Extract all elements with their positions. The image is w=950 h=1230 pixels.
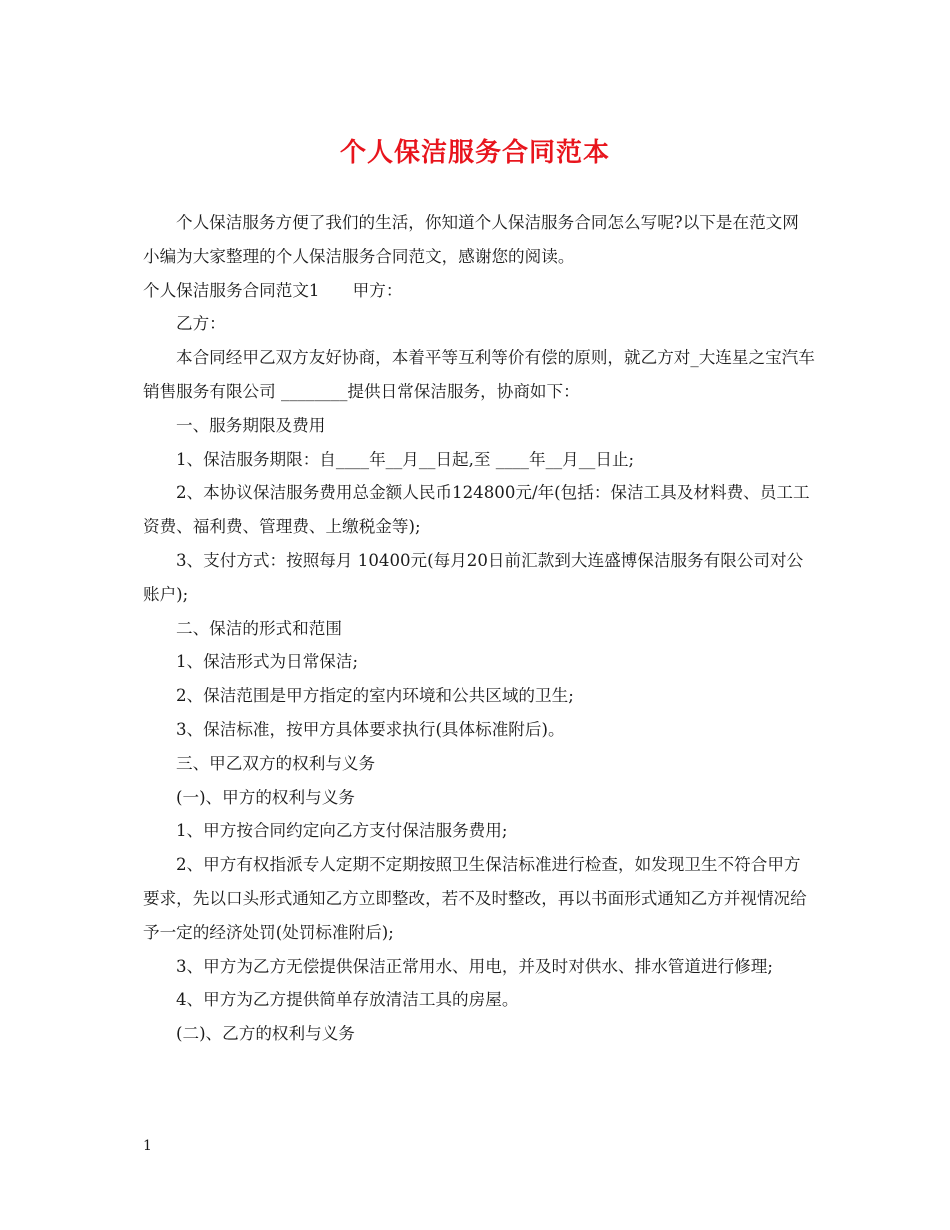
- paragraph: 2、甲方有权指派专人定期不定期按照卫生保洁标准进行检查，如发现卫生不符合甲方要求，先以口头形式通知乙方立即整改，若不及时整改，再以书面形式通知乙方并视情况给予一定的经济处罚(处罚标准附后);: [143, 855, 807, 942]
- paragraph: 本合同经甲乙双方友好协商，本着平等互利等价有偿的原则，就乙方对_大连星之宝汽车销售服务有限公司 ________提供日常保洁服务，协商如下：: [143, 348, 815, 401]
- page-number: 1: [143, 1138, 152, 1154]
- paragraph: 4、甲方为乙方提供简单存放清洁工具的房屋。: [176, 990, 519, 1010]
- paragraph: 1、保洁形式为日常保洁;: [176, 652, 359, 672]
- paragraph: 个人保洁服务方便了我们的生活，你知道个人保洁服务合同怎么写呢?以下是在范文网小编为大家整理的个人保洁服务合同范文，感谢您的阅读。: [143, 213, 799, 266]
- paragraph: 1、保洁服务期限：自____年__月__日起,至 ____年__月__日止;: [176, 449, 635, 469]
- paragraph: 3、支付方式：按照每月 10400元(每月20日前汇款到大连盛博保洁服务有限公司对公账户);: [143, 550, 804, 604]
- paragraph: 乙方：: [176, 314, 226, 334]
- paragraph: 2、保洁范围是甲方指定的室内环境和公共区域的卫生;: [176, 686, 574, 706]
- subsection-heading: (一)、甲方的权利与义务: [176, 787, 355, 807]
- subsection-heading: (二)、乙方的权利与义务: [176, 1024, 355, 1044]
- paragraph: 1、甲方按合同约定向乙方支付保洁服务费用;: [176, 821, 508, 841]
- document-body: [143, 206, 815, 1051]
- paragraph: 个人保洁服务合同范文1 甲方：: [143, 280, 403, 300]
- section-heading: 二、保洁的形式和范围: [176, 618, 342, 638]
- paragraph: 2、本协议保洁服务费用总金额人民币124800元/年(包括：保洁工具及材料费、员工工资费、福利费、管理费、上缴税金等);: [143, 483, 810, 537]
- document-title: 个人保洁服务合同范本: [339, 138, 610, 168]
- paragraph: 3、甲方为乙方无偿提供保洁正常用水、用电，并及时对供水、排水管道进行修理;: [176, 956, 773, 976]
- section-heading: 一、服务期限及费用: [176, 415, 326, 435]
- paragraph: 3、保洁标准，按甲方具体要求执行(具体标准附后)。: [176, 719, 565, 739]
- section-heading: 三、甲乙双方的权利与义务: [176, 753, 376, 773]
